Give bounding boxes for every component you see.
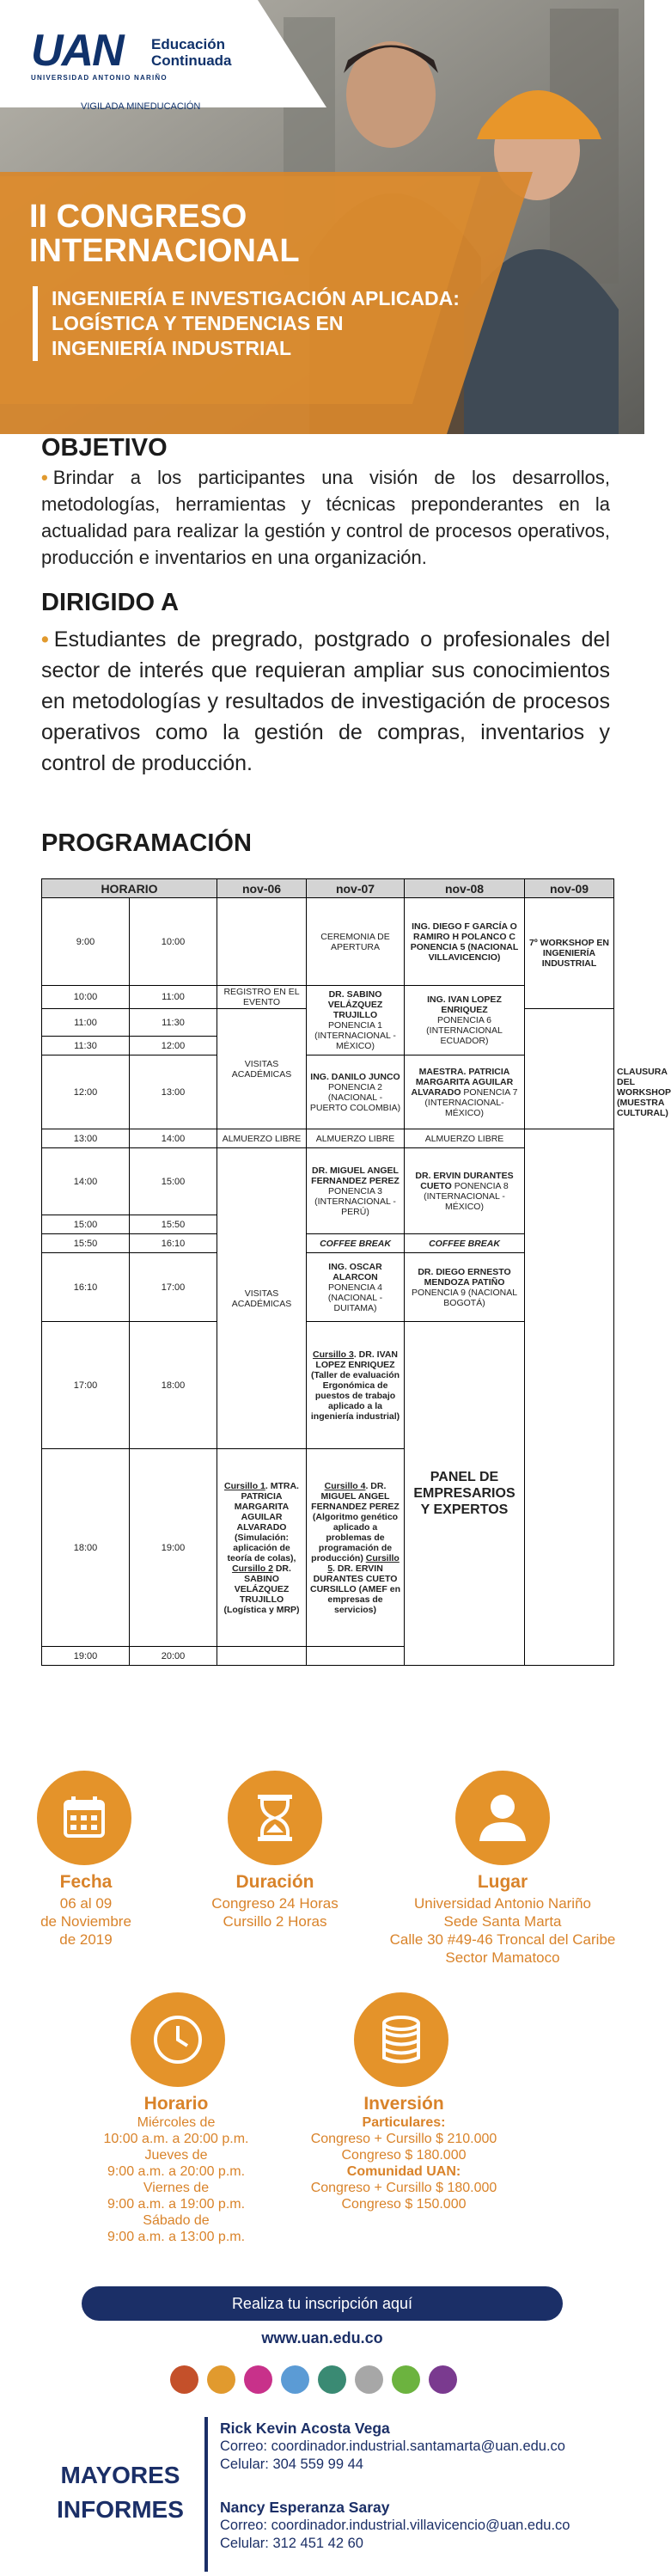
- cursillo3-text: . DR. IVAN LOPEZ ENRIQUEZ (Taller de evaluación Ergonómica de puestos de trabajo aplicado a la ingeniería industrial): [310, 1349, 400, 1422]
- hourglass-icon: [228, 1771, 322, 1865]
- contact-2: [220, 2499, 570, 2553]
- junco-name: ING. DANILO JUNCO: [310, 1071, 400, 1082]
- lopez-name: ING. IVAN LOPEZ ENRIQUEZ: [427, 994, 502, 1015]
- clock-icon: [131, 1992, 225, 2087]
- time-start: 17:00: [42, 1322, 130, 1449]
- time-start: 19:00: [42, 1647, 130, 1666]
- horario-line: Jueves de: [144, 2148, 208, 2163]
- cell-workshop: 7º WORKSHOP EN INGENIERÍA INDUSTRIAL: [525, 898, 614, 1009]
- objetivo-body: Brindar a los participantes una visión de los desarrollos, metodologías, herramientas y técnicas preponderantes en la actualidad para realizar la gestión y control de procesos operativos, producción e inventarios en una organización.: [41, 467, 610, 568]
- table-row: 12:00 13:00 ING. DANILO JUNCO PONENCIA 2 (NACIONAL - PUERTO COLOMBIA) MAESTRA. PATRICIA MARGARITA AGUILAR ALVARADO PONENCIA 7 (INTERNACIONAL- MÉXICO) CLAUSURA DEL WORKSHOP (MUESTRA CULTURAL): [42, 1055, 614, 1129]
- time-start: 14:00: [42, 1148, 130, 1215]
- cursillo1-text: . MTRA. PATRICIA MARGARITA AGUILAR ALVARADO (Simulación: aplicación de teoría de colas),: [227, 1480, 299, 1563]
- title-line1: II CONGRESO: [29, 199, 247, 235]
- dirigido-heading: DIRIGIDO A: [41, 589, 180, 616]
- cursillo4-text: . DR. MIGUEL ANGEL FERNANDEZ PEREZ (Algoritmo genético aplicado a problemas de programación de producción): [311, 1480, 400, 1563]
- trujillo-sub: PONENCIA 1 (INTERNACIONAL - MÉXICO): [314, 1020, 396, 1051]
- cursillo5-text: . DR. ERVIN DURANTES CUETO CURSILLO (AMEF en empresas de servicios): [310, 1563, 400, 1615]
- horario-heading: Horario: [143, 2094, 209, 2114]
- cell-cursillo3: [307, 1322, 405, 1449]
- time-start: 11:30: [42, 1037, 130, 1055]
- fecha-text: [17, 1894, 155, 1949]
- lugar-line: Sector Mamatoco: [445, 1949, 560, 1966]
- time-end: 11:30: [130, 1009, 217, 1037]
- mayores-line1: MAYORES: [60, 2462, 180, 2488]
- cell-empty: [307, 1647, 405, 1666]
- alvarado-name: MAESTRA. PATRICIA MARGARITA AGUILAR ALVARADO: [411, 1066, 514, 1098]
- cell-empty: [217, 898, 307, 986]
- cell-alarcon: [307, 1253, 405, 1322]
- horario-line: 9:00 a.m. a 20:00 p.m.: [107, 2164, 246, 2179]
- cursillo5-label: Cursillo 5: [327, 1552, 400, 1574]
- cell-ceremonia: CEREMONIA DE APERTURA: [307, 898, 405, 986]
- header-nov08: nov-08: [405, 879, 525, 898]
- header-horario: HORARIO: [42, 879, 217, 898]
- time-start: 9:00: [42, 898, 130, 986]
- inversion-price: Congreso + Cursillo $ 210.000: [310, 2132, 497, 2146]
- contact-email[interactable]: Correo: coordinador.industrial.santamarta@uan.edu.co: [220, 2438, 565, 2454]
- cell-trujillo: [307, 986, 405, 1055]
- horario-line: Miércoles de: [137, 2115, 216, 2130]
- color-dot: [207, 2365, 235, 2394]
- cell-panel: PANEL DE EMPRESARIOS Y EXPERTOS: [405, 1322, 525, 1666]
- mendoza-name: DR. DIEGO ERNESTO MENDOZA PATIÑO: [418, 1266, 511, 1288]
- lugar-line: Sede Santa Marta: [443, 1913, 562, 1930]
- inversion-price: Congreso $ 150.000: [341, 2197, 467, 2212]
- header-nov06: nov-06: [217, 879, 307, 898]
- congress-title: [29, 199, 476, 268]
- time-start: 15:00: [42, 1215, 130, 1234]
- objetivo-text: [41, 464, 610, 571]
- cell-empty: [525, 1129, 614, 1666]
- mayores-line2: INFORMES: [57, 2496, 184, 2523]
- uan-logo: [31, 26, 232, 112]
- horario-line: Sábado de: [143, 2213, 210, 2228]
- cell-coffee: COFFEE BREAK: [307, 1234, 405, 1253]
- trujillo-name: DR. SABINO VELÁZQUEZ TRUJILLO: [327, 989, 383, 1020]
- time-start: 11:00: [42, 1009, 130, 1037]
- hero-banner: [0, 0, 644, 434]
- time-end: 11:00: [130, 986, 217, 1009]
- bullet-icon: •: [41, 467, 48, 488]
- fecha-line: 06 al 09: [59, 1895, 113, 1912]
- cell-garcia: ING. DIEGO F GARCÍA O RAMIRO H POLANCO C PONENCIA 5 (NACIONAL VILLAVICENCIO): [405, 898, 525, 986]
- inversion-particulares: Particulares:: [362, 2115, 446, 2130]
- color-dot: [170, 2365, 198, 2394]
- cell-lopez: [405, 986, 525, 1055]
- color-dot: [355, 2365, 383, 2394]
- horario-line: 9:00 a.m. a 13:00 p.m.: [107, 2230, 246, 2244]
- fecha-line: de Noviembre: [40, 1913, 131, 1930]
- time-end: 18:00: [130, 1322, 217, 1449]
- cell-coffee: COFFEE BREAK: [405, 1234, 525, 1253]
- cursillo2-text: DR. SABINO VELÁZQUEZ TRUJILLO (Logística y MRP): [223, 1563, 300, 1615]
- cursillo4-label: Cursillo 4: [324, 1480, 366, 1491]
- cursillo2-label: Cursillo 2: [232, 1563, 273, 1574]
- color-dot: [318, 2365, 346, 2394]
- time-end: 16:10: [130, 1234, 217, 1253]
- cell-visitas: VISITAS ACADÉMICAS: [217, 1148, 307, 1449]
- inversion-heading: Inversión: [363, 2094, 444, 2114]
- duracion-line: Cursillo 2 Horas: [223, 1913, 327, 1930]
- fecha-heading: Fecha: [59, 1872, 113, 1892]
- duracion-text: [185, 1894, 365, 1930]
- inversion-price: Congreso + Cursillo $ 180.000: [310, 2181, 497, 2195]
- duracion-heading: Duración: [235, 1872, 314, 1892]
- cell-junco: [307, 1055, 405, 1129]
- contact-email[interactable]: Correo: coordinador.industrial.villavicencio@uan.edu.co: [220, 2518, 570, 2533]
- table-row: [42, 1129, 614, 1148]
- logo-uan-text: UAN: [31, 26, 123, 76]
- inversion-price: Congreso $ 180.000: [341, 2148, 467, 2163]
- lopez-sub: PONENCIA 6 (INTERNACIONAL ECUADOR): [426, 1015, 503, 1046]
- header-nov07: nov-07: [307, 879, 405, 898]
- horario-line: 10:00 a.m. a 20:00 p.m.: [103, 2132, 249, 2146]
- time-end: 12:00: [130, 1037, 217, 1055]
- time-end: 15:00: [130, 1148, 217, 1215]
- time-start: 13:00: [42, 1129, 130, 1148]
- horario-text: [86, 2114, 266, 2245]
- fecha-line: de 2019: [59, 1931, 113, 1948]
- cell-cueto: [405, 1148, 525, 1234]
- register-button[interactable]: Realiza tu inscripción aquí: [82, 2286, 563, 2321]
- bullet-icon: •: [41, 627, 49, 652]
- time-start: 15:50: [42, 1234, 130, 1253]
- cell-cursillo12: [217, 1449, 307, 1647]
- color-dot: [281, 2365, 309, 2394]
- objetivo-heading: OBJETIVO: [41, 434, 168, 462]
- title-line2: INTERNACIONAL: [29, 233, 300, 269]
- fernandez-sub: PONENCIA 3 (INTERNACIONAL - PERÚ): [314, 1185, 396, 1217]
- cell-fernandez: [307, 1148, 405, 1234]
- color-dot: [429, 2365, 457, 2394]
- lugar-line: Universidad Antonio Nariño: [413, 1895, 591, 1912]
- fernandez-name: DR. MIGUEL ANGEL FERNANDEZ PEREZ: [311, 1165, 400, 1186]
- alarcon-name: ING. OSCAR ALARCON: [328, 1261, 382, 1282]
- cell-almuerzo: ALMUERZO LIBRE: [307, 1129, 405, 1148]
- contact-phone[interactable]: Celular: 304 559 99 44: [220, 2457, 363, 2472]
- cell-empty: [217, 1647, 307, 1666]
- cell-registro: REGISTRO EN EL EVENTO: [217, 986, 307, 1009]
- time-end: 15:50: [130, 1215, 217, 1234]
- cell-empty: [525, 1009, 614, 1129]
- inversion-text: [292, 2114, 515, 2212]
- website-link[interactable]: www.uan.edu.co: [261, 2329, 383, 2347]
- color-dot: [392, 2365, 420, 2394]
- dirigido-body: Estudiantes de pregrado, postgrado o profesionales del sector de interés que requieran ampliar sus conocimientos en metodologías y resultados de investigación de procesos operativos como la gestión de compras, inventarios y control de producción.: [41, 627, 610, 775]
- time-end: 19:00: [130, 1449, 217, 1647]
- cell-alvarado: [405, 1055, 525, 1129]
- brand-educacion-continuada: [151, 36, 232, 69]
- table-header-row: [42, 879, 614, 898]
- cell-almuerzo: ALMUERZO LIBRE: [405, 1129, 525, 1148]
- lugar-heading: Lugar: [477, 1872, 528, 1892]
- alarcon-sub: PONENCIA 4 (NACIONAL - DUITAMA): [327, 1282, 383, 1313]
- alvarado-sub: PONENCIA 7 (INTERNACIONAL- MÉXICO): [424, 1086, 518, 1118]
- header-nov09: nov-09: [525, 879, 614, 898]
- mayores-informes-heading: [52, 2458, 189, 2527]
- cursillo3-label: Cursillo 3: [312, 1349, 354, 1360]
- time-end: 20:00: [130, 1647, 217, 1666]
- cell-visitas: VISITAS ACADÉMICAS: [217, 1009, 307, 1129]
- cueto-sub: PONENCIA 8 (INTERNACIONAL - MÉXICO): [424, 1180, 509, 1212]
- brand-line2: Continuada: [151, 52, 232, 69]
- schedule-table: [41, 878, 671, 1666]
- time-start: 16:10: [42, 1253, 130, 1322]
- cell-almuerzo: ALMUERZO LIBRE: [217, 1129, 307, 1148]
- contact-1: [220, 2420, 565, 2474]
- horario-line: 9:00 a.m. a 19:00 p.m.: [107, 2197, 246, 2212]
- time-end: 10:00: [130, 898, 217, 986]
- time-end: 13:00: [130, 1055, 217, 1129]
- user-icon: [455, 1771, 550, 1865]
- horario-line: Viernes de: [143, 2181, 210, 2195]
- time-start: 12:00: [42, 1055, 130, 1129]
- coins-icon: [354, 1992, 448, 2087]
- cursillo1-label: Cursillo 1: [224, 1480, 265, 1491]
- color-dot: [244, 2365, 272, 2394]
- contact-name: Rick Kevin Acosta Vega: [220, 2420, 390, 2437]
- contact-divider: [204, 2417, 208, 2572]
- congress-subtitle: INGENIERÍA E INVESTIGACIÓN APLICADA: LOGÍSTICA Y TENDENCIAS EN INGENIERÍA INDUSTRIAL: [33, 286, 462, 361]
- time-end: 17:00: [130, 1253, 217, 1322]
- dirigido-text: [41, 624, 610, 779]
- inversion-comunidad: Comunidad UAN:: [346, 2164, 461, 2179]
- mendoza-sub: PONENCIA 9 (NACIONAL BOGOTÁ): [411, 1287, 518, 1308]
- time-end: 14:00: [130, 1129, 217, 1148]
- lugar-text: [378, 1894, 627, 1967]
- cell-cursillo45: [307, 1449, 405, 1647]
- logo-university-name: UNIVERSIDAD ANTONIO NARIÑO: [31, 74, 168, 82]
- brand-line1: Educación: [151, 36, 225, 52]
- table-row: [42, 898, 614, 986]
- duracion-line: Congreso 24 Horas: [211, 1895, 339, 1912]
- vigilada-mineducacion: VIGILADA MINEDUCACIÓN: [81, 101, 201, 112]
- programacion-heading: PROGRAMACIÓN: [41, 829, 252, 857]
- calendar-icon: [37, 1771, 131, 1865]
- contact-phone[interactable]: Celular: 312 451 42 60: [220, 2536, 363, 2551]
- time-start: 10:00: [42, 986, 130, 1009]
- cueto-name: DR. ERVIN DURANTES CUETO: [415, 1170, 514, 1191]
- junco-sub: PONENCIA 2 (NACIONAL - PUERTO COLOMBIA): [309, 1081, 401, 1113]
- lugar-line: Calle 30 #49-46 Troncal del Caribe: [389, 1931, 616, 1948]
- time-start: 18:00: [42, 1449, 130, 1647]
- contact-name: Nancy Esperanza Saray: [220, 2499, 390, 2516]
- cell-mendoza: [405, 1253, 525, 1322]
